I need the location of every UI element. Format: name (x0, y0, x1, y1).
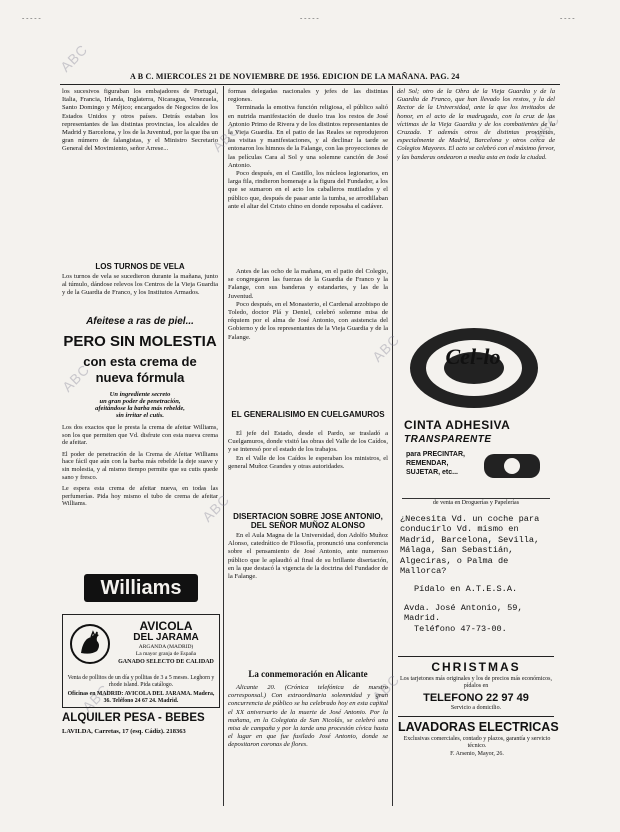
christmas-ad (398, 660, 554, 711)
col2-intro (228, 88, 388, 266)
watermark: ABC (208, 121, 243, 155)
ad-claim: sin irritar el cutis. (115, 412, 165, 419)
section-heading: DISERTACION SOBRE JOSE ANTONIO, DEL SEÑOR MUÑOZ ALONSO (233, 512, 383, 530)
column-rule (392, 86, 393, 806)
paragraph: El jefe del Estado, desde el Pardo, se trasladó a Cuelgamuros, donde visitó las obras del Valle de los Caídos, y se interesó por el estado de los trabajos. (228, 430, 388, 454)
watermark: ABC (198, 491, 233, 525)
ad-line: de venta en Droguerías y Papelerías (402, 498, 550, 506)
page-header: A B C. MIERCOLES 21 DE NOVIEMBRE DE 1956. EDICION DE LA MAÑANA. PAG. 24 (130, 72, 460, 81)
ad-title: AVICOLA (139, 619, 193, 633)
ad-line: Pídalo en A.T.E.S.A. (414, 584, 518, 595)
col2-body (228, 268, 388, 408)
section-heading: EL GENERALISIMO EN CUELGAMUROS (231, 410, 385, 419)
ad-line: Los tarjetones más originales y los de precios más económicos, pídalos en (400, 676, 552, 689)
ad-body: Le espera esta crema de afeitar nueva, en todas las perfumerías. Pida hoy mismo el tubo de crema de afeitar Williams. (62, 485, 218, 508)
rooster-icon (69, 623, 111, 665)
ad-rule (398, 716, 554, 717)
ad-line: La mayor granja de España (135, 651, 197, 657)
ad-line: Servicio a domicilio. (450, 705, 502, 711)
ad-body: Los dos exactos que le presta la crema de afeitar Williams, son los que permiten que Vd. disfrute con esta nueva crema de afeitar. (62, 424, 218, 447)
col3-intro (397, 88, 555, 310)
paragraph: En el Aula Magna de la Universidad, don Adolfo Muñoz Alonso, catedrático de Filosofía, pronunció una conferencia sobre el pensamiento de José Antonio, ante numeroso público que le aplaudió al final de su brillante disertación, en la que destacó la vigencia de la doctrina del Fundador de la Falange. (228, 532, 388, 581)
avicola-ad (62, 614, 220, 708)
ad-phone: TELEFONO 22 97 49 (423, 692, 529, 704)
paragraph: los sucesivos figuraban los embajadores de Portugal, Italia, Francia, Irlanda, Inglaterra, Nicaragua, Venezuela, Santo Domingo y Méjico; encargados de Negocios de los Estados Unidos y otros países. Detrás estaban los representantes de las distintas provincias, los alcaldes de Madrid y Barcelona, y los de la Juventud, por la que iba un gran número de falangistas, y el Ministro Secretario General del Movimiento, señor Arrese... (62, 88, 218, 153)
ad-title: DEL JARAMA (133, 632, 199, 643)
paragraph: Terminada la emotiva función religiosa, el público salió en nutrida manifestación de duelo tras los restos de José Antonio Primo de Rivera y de los distintos representantes de la Vieja Guardia. En el patio de las Reales se reprodujeron las visitas y manifestaciones, y al declinar la tarde se entonaron los himnos de la Falange, con las proyecciones de las películas Cara al Sol y una solemne canción de José Antonio. (228, 104, 388, 169)
ad-headline: PERO SIN MOLESTIA (63, 333, 217, 350)
tape-dispenser-icon (480, 446, 544, 486)
top-edge-marks: - - - - (560, 14, 575, 22)
paragraph: Los turnos de vela se sucedieron durante la mañana, junto al túmulo, dándose relevos los Centros de la Vieja Guardia y de la Guardia de Franco, y los Institutos Armados. (62, 273, 218, 297)
ad-claim: Un ingrediente secreto (109, 391, 171, 398)
watermark: ABC (368, 671, 403, 705)
paragraph: Poco después, en el Monasterio, el Cardenal arzobispo de Toledo, doctor Plá y Deniel, celebró solemne misa de réquiem por el alma de José Antonio, con asistencia del Gobierno y de los representantes de la Vieja Guardia y de la Falange. (228, 300, 388, 341)
watermark: ABC (56, 41, 91, 75)
ad-line: F. Arsenio, Mayor, 26. (450, 751, 504, 757)
watermark: ABC (58, 361, 93, 395)
top-edge-marks: - - - - - (300, 14, 319, 22)
col2-disertacion (228, 532, 388, 662)
paragraph: formas delegadas nacionales y jefes de las distintas regiones. (228, 88, 388, 104)
atesa-ad (400, 514, 556, 634)
col1-intro (62, 88, 218, 256)
ad-line: Exclusivas comerciales, contado y plazos, garantía y servicio técnico. (403, 736, 551, 749)
ad-title: CHRISTMAS (431, 660, 521, 674)
paragraph: del Sol; otro de la Obra de la Vieja Guardia y de la Guardia de Franco, que han llevado los restos, y la del Rector de la Universidad, ante la que los invitados de honor, en el acto de la madrugada, con la cruz de las víctimas de la Vieja Guardia y de los combatientes de la Cruzada. Y además otros de distintas provincias, especialmente de Madrid, Barcelona y otros cerca de Colegios Mayores. El acto se celebró con el máximo fervor, y las banderas ondearon a media asta en toda la ciudad. (397, 88, 555, 161)
lavadoras-ad (398, 720, 559, 757)
williams-logo: Williams (84, 574, 198, 602)
ad-tagline: Afeitese a ras de piel... (86, 316, 194, 327)
ad-title: CINTA ADHESIVA (404, 418, 511, 432)
ad-body: ¿Necesita Vd. un coche para conducirlo Vd. mismo en Madrid, Barcelona, Sevilla, Málaga, San Sebastián, Algeciras, o Palma de Mallorca? (400, 514, 540, 577)
paragraph: Antes de las ocho de la mañana, en el patio del Colegio, se congregaron las fuerzas de la Guardia de Franco y la Falange, con sus banderas y estandartes, y las de la Juventud. (228, 268, 388, 300)
ad-title: TRANSPARENTE (404, 434, 492, 445)
ad-title: ALQUILER PESA - BEBES (62, 712, 205, 724)
ad-subhead: con esta crema de (83, 354, 197, 369)
ad-body: Venta de pollitos de un día y pollitas de 3 a 5 meses. Leghorn y rhode island. Pida catálogo. (67, 675, 215, 688)
ad-claim: un gran poder de penetración, (99, 398, 181, 405)
header-rule (60, 84, 560, 85)
watermark: ABC (368, 331, 403, 365)
watermark: ABC (78, 681, 113, 715)
ad-line: GANADO SELECTO DE CALIDAD (118, 659, 214, 665)
col2-alicante (228, 684, 388, 802)
ad-body: El poder de penetración de la Crema de Afeitar Williams hace fácil que aún con la barba más rebelde la deje suave y sin molestia, y al mismo tiempo permite que su cutis quede sano y fresco. (62, 450, 218, 481)
ad-line: LAVILDA, Carretas, 17 (esq. Cádiz). 218363 (62, 728, 186, 735)
ad-line: Avda. José Antonio, 59, Madrid. (404, 602, 523, 624)
col2-cuelgamuros (228, 430, 388, 508)
section-heading: LOS TURNOS DE VELA (95, 262, 185, 271)
cello-logo: Cel-lo (445, 344, 501, 369)
ad-claim: afeitándose la barba más rebelde, (95, 405, 185, 412)
section-heading: La conmemoración en Alicante (248, 669, 368, 679)
top-edge-marks: - - - - - (22, 14, 41, 22)
watermark: ABC (528, 111, 563, 145)
ad-rule (398, 656, 554, 657)
cello-ad (398, 316, 554, 510)
ad-line: Teléfono 47-73-00. (414, 623, 507, 634)
williams-ad (62, 312, 218, 610)
ad-address: Oficinas en MADRID: AVICOLA DEL JARAMA. Madera, 36. Teléfono 24 67 24. Madrid. (67, 691, 215, 704)
ad-line: para PRECINTAR, REMENDAR, SUJETAR, etc... (406, 451, 465, 476)
ad-title: LAVADORAS ELECTRICAS (398, 720, 559, 734)
col1-turnos (62, 273, 218, 307)
paragraph: Poco después, en el Castillo, los núcleos legionarios, en larga fila, rindieron homenaje a la figura del Fundador, a los que se sumaron en el acto los caballeros mutilados y el público que, después de pasar ante la tumba, se arrodillaban ante el altar del Cristo chino en donde reposaba el cadáver. (228, 170, 388, 210)
ad-subhead: nueva fórmula (95, 370, 185, 385)
paragraph: Alicante 20. (Crónica telefónica de nuestro corresponsal.) Con extraordinaria solemnidad y gran concurrencia de público se ha celebrado hoy en esta capital el XX aniversario de la muerte de José Antonio. Por la mañana, en la Colegiata de San Nicolás, se celebró una misa de campaña y por la tarde una procesión cívica hasta el lugar en que fue fusilado José Antonio, donde se depositaron coronas de flores. (228, 684, 388, 749)
column-rule (223, 86, 224, 806)
paragraph: En el Valle de los Caídos le esperaban los ministros, el general Muñoz Grandes y otras autoridades. (228, 454, 388, 470)
ad-line: ARGANDA (MADRID) (138, 644, 194, 650)
